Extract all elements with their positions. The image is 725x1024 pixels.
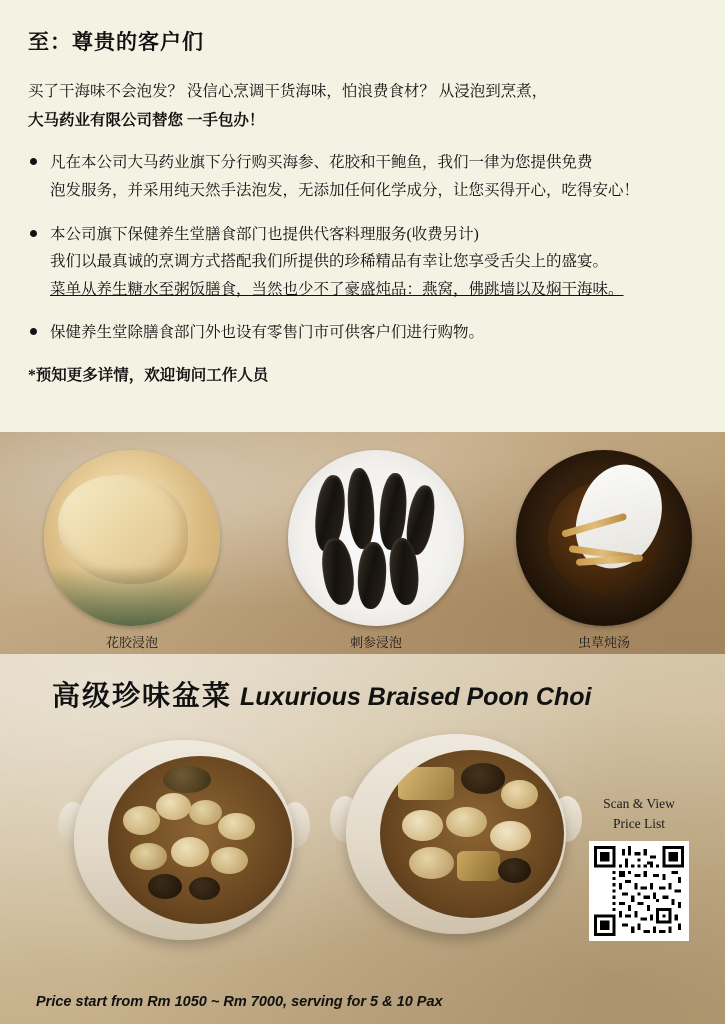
pot-contents	[108, 756, 292, 924]
pot-body	[74, 740, 294, 940]
caption-fish-maw: 花胶浸泡	[105, 635, 158, 650]
photo-sea-cucumber-soaking	[288, 450, 464, 626]
cordyceps-soup-image	[516, 450, 692, 626]
photo-strip	[0, 432, 725, 654]
qr-code-block	[585, 794, 693, 941]
bullet-2-line-3: 菜单从养生糖水至粥饭膳食，当然也少不了豪盛炖品：燕窝，佛跳墙以及焖干海味。	[50, 280, 624, 298]
qr-caption	[585, 794, 693, 833]
poon-choi-section	[0, 654, 725, 1024]
caption-cordyceps-soup: 虫草炖汤	[577, 635, 630, 650]
notice-intro-line2: 大马药业有限公司替您 一手包办！	[28, 111, 265, 129]
notice-intro	[28, 78, 697, 135]
caption-sea-cucumber: 刺参浸泡	[349, 635, 402, 650]
list-item	[28, 149, 697, 204]
fish-maw-image	[44, 450, 220, 626]
poon-choi-heading-cn: 高级珍味盆菜	[52, 681, 233, 712]
notice-footnote: *预知更多详情，欢迎询问工作人员	[28, 366, 269, 384]
list-item	[28, 319, 697, 347]
bullet-1-line-1: 凡在本公司大马药业旗下分行购买海参、花胶和干鲍鱼，我们一律为您提供免费	[50, 154, 593, 172]
pot-contents	[380, 750, 564, 918]
poon-choi-heading	[52, 674, 591, 714]
list-item	[28, 221, 697, 304]
notice-bullet-list	[28, 149, 697, 346]
bullet-dot-icon	[30, 158, 37, 165]
bullet-1-line-2: 泡发服务，并采用纯天然手法泡发，无添加任何化学成分，让您买得开心，吃得安心！	[50, 181, 640, 199]
photo-cordyceps-soup	[516, 450, 692, 626]
bullet-dot-icon	[30, 230, 37, 237]
photo-fish-maw-soaking	[44, 450, 220, 626]
notice-intro-line1: 买了干海味不会泡发？ 没信心烹调干货海味，怕浪费食材？ 从浸泡到烹煮，	[28, 83, 548, 100]
sea-cucumber-image	[288, 450, 464, 626]
notice-title: 至：尊贵的客户们	[28, 30, 204, 54]
qr-caption-line-1: Scan & View	[603, 796, 675, 811]
bullet-2-line-2: 我们以最真诚的烹调方式搭配我们所提供的珍稀精品有幸让您享受舌尖上的盛宴。	[50, 253, 609, 271]
poon-choi-pot-right	[330, 734, 582, 944]
qr-code-icon[interactable]	[589, 841, 689, 941]
price-note: Price start from Rm 1050 ~ Rm 7000, serving for 5 & 10 Pax	[36, 994, 443, 1010]
bullet-3-line-1: 保健养生堂除膳食部门外也设有零售门市可供客户们进行购物。	[50, 324, 485, 342]
poon-choi-pot-left	[58, 740, 310, 950]
pot-body	[346, 734, 566, 934]
qr-caption-line-2: Price List	[612, 815, 666, 831]
poon-choi-heading-en: Luxurious Braised Poon Choi	[240, 683, 592, 711]
bullet-dot-icon	[30, 328, 37, 335]
notice-panel	[0, 0, 725, 432]
bullet-2-line-1: 本公司旗下保健养生堂膳食部门也提供代客料理服务(收费另计)	[50, 225, 479, 243]
